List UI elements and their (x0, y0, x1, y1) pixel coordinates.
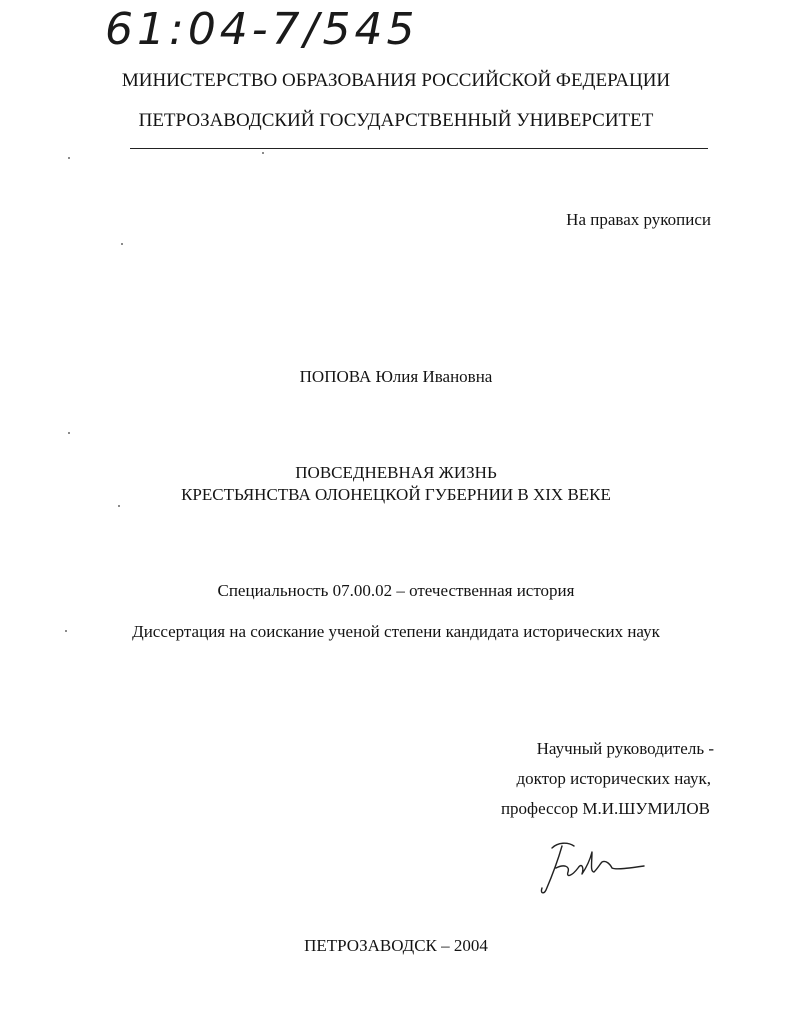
advisor-degree: доктор исторических наук, (516, 769, 711, 788)
header-divider (130, 148, 708, 149)
scan-speck (65, 630, 67, 632)
scan-speck (262, 152, 264, 154)
handwritten-signature (538, 838, 648, 898)
author-name: ПОПОВА Юлия Ивановна (299, 367, 493, 386)
scan-speck (118, 505, 120, 507)
dissertation-line: Диссертация на соискание ученой степени кандидата исторических наук (132, 622, 660, 641)
rights-note: На правах рукописи (566, 210, 711, 229)
university-heading: ПЕТРОЗАВОДСКИЙ ГОСУДАРСТВЕННЫЙ УНИВЕРСИТЕТ (138, 110, 654, 131)
thesis-title-line-1: ПОВСЕДНЕВНАЯ ЖИЗНЬ (295, 463, 497, 482)
specialty-line: Специальность 07.00.02 – отечественная история (217, 581, 575, 600)
handwritten-catalog-number: 61:04-7/545 (105, 4, 419, 55)
scan-speck (68, 157, 70, 159)
advisor-label: Научный руководитель - (536, 739, 714, 758)
city-year: ПЕТРОЗАВОДСК – 2004 (304, 936, 488, 955)
thesis-title-line-2: КРЕСТЬЯНСТВА ОЛОНЕЦКОЙ ГУБЕРНИИ В XIX ВЕКЕ (181, 485, 611, 504)
advisor-name: профессор М.И.ШУМИЛОВ (500, 799, 710, 818)
ministry-heading: МИНИСТЕРСТВО ОБРАЗОВАНИЯ РОССИЙСКОЙ ФЕДЕРАЦИИ (121, 70, 671, 91)
scan-speck (68, 432, 70, 434)
scan-speck (121, 243, 123, 245)
